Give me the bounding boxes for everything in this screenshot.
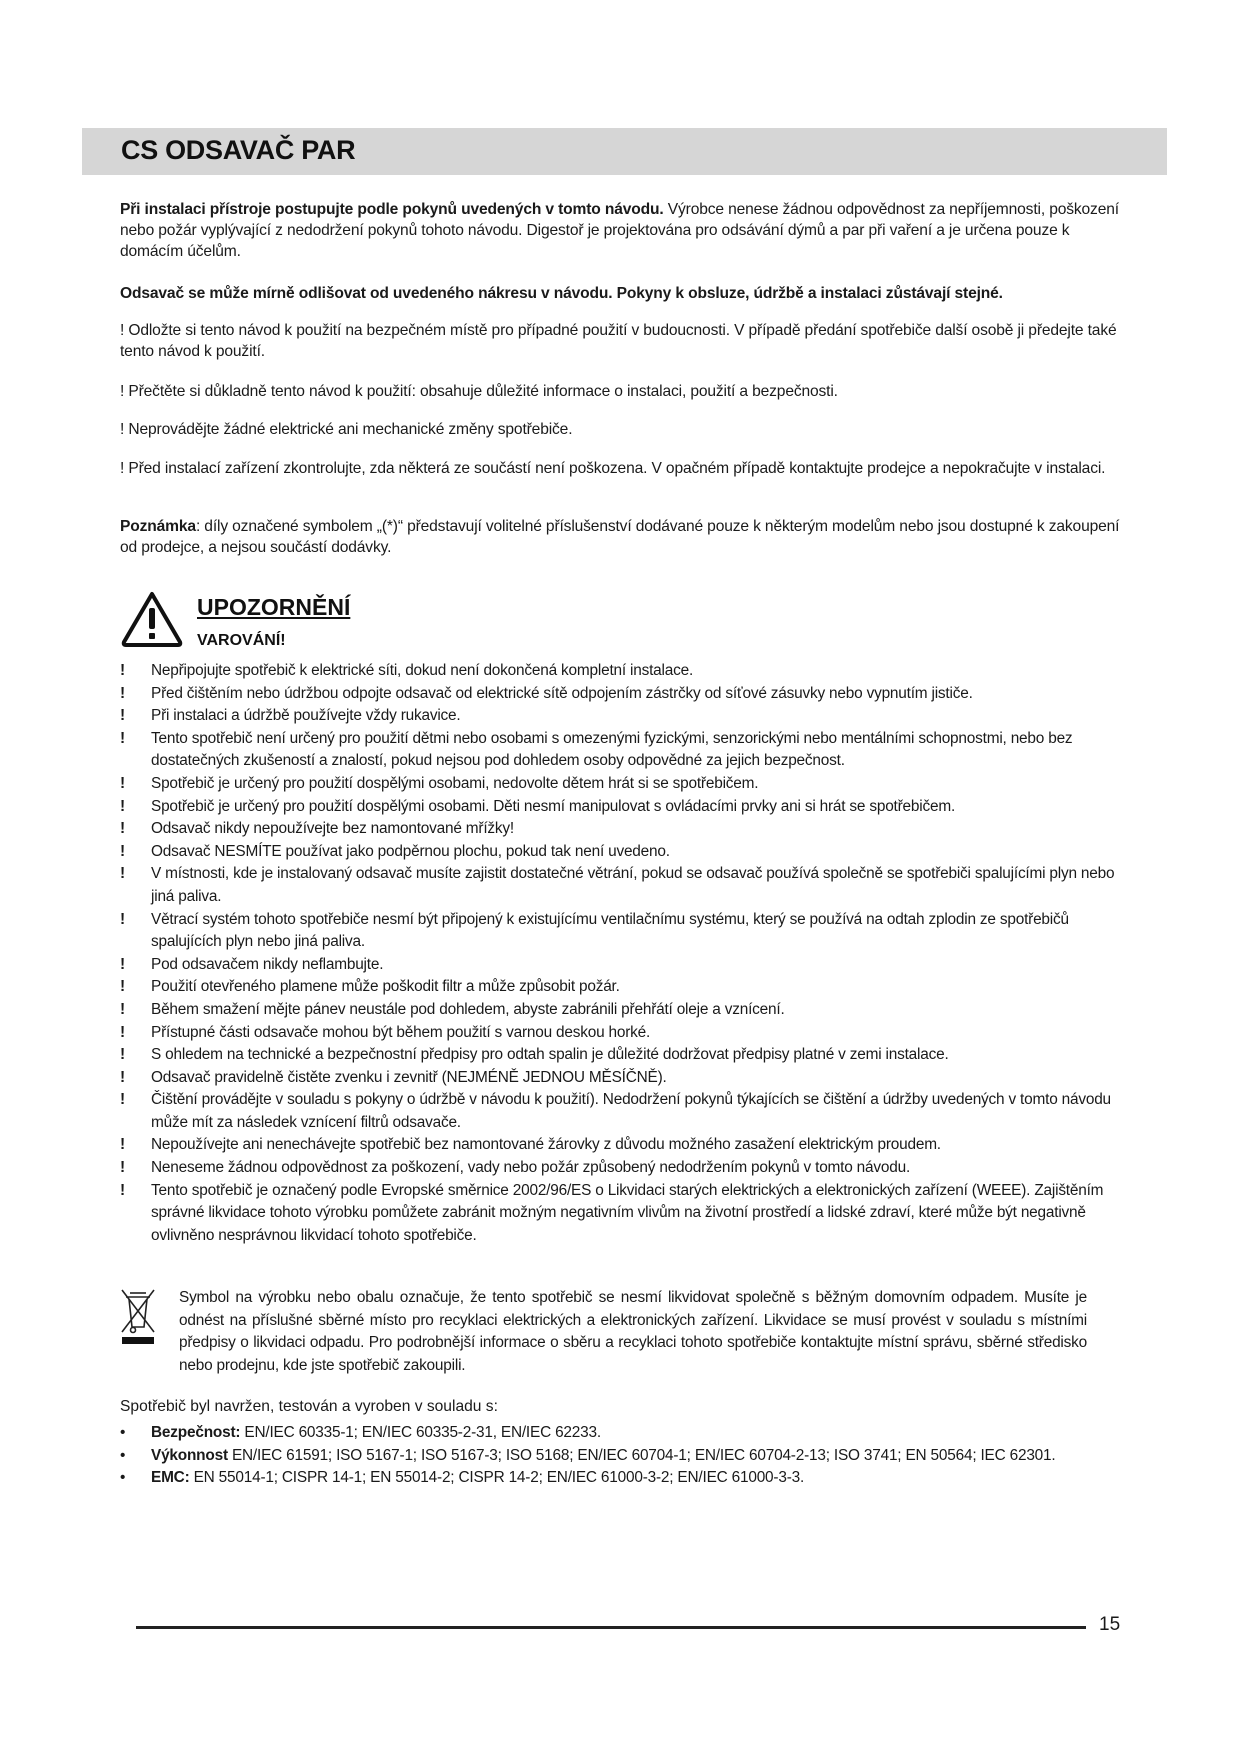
warning-item	[118, 683, 1128, 706]
exclamation-icon: !	[120, 729, 125, 747]
warning-subheading: VAROVÁNÍ!	[197, 632, 286, 649]
note-paragraph	[120, 516, 1120, 558]
exclamation-icon: !	[120, 1136, 125, 1154]
warning-item	[118, 705, 1128, 728]
exclamation-icon: !	[120, 662, 125, 679]
standards-text: EN/IEC 61591; ISO 5167-1; ISO 5167-3; ISO 5168; EN/IEC 60704-1; EN/IEC 60704-2-13; ISO 3741; EN 50564; IEC 62301.	[227, 1446, 1056, 1464]
warning-item-text: Během smažení mějte pánev neustále pod dohledem, abyste zabránili přehřátí oleje a vznícení.	[151, 1000, 785, 1018]
exclamation-icon: !	[120, 707, 125, 725]
warning-list	[118, 660, 1128, 1247]
warning-item-text: Větrací systém tohoto spotřebiče nesmí být připojený k existujícímu ventilačnímu systému, který se používá na odtah zplodin ze spotřebičů spalujících plyn nebo jiná paliva.	[151, 910, 1069, 951]
page-number: 15	[1099, 1614, 1121, 1635]
bullet-icon: •	[120, 1424, 126, 1441]
weee-disposal-text: Symbol na výrobku nebo obalu označuje, že tento spotřebič se nesmí likvidovat společně s běžným domovním odpadem. Musíte je odnést na příslušné sběrné místo pro recyklaci elektrických a elektronických zařízení. Likvidace se musí provést v souladu s místními předpisy o likvidaci odpadu. Pro podrobnější informace o sběru a recyklaci tohoto spotřebiče kontaktujte místní správu, sběrné středisko nebo prodejnu, kde jste spotřebič zakoupili.	[179, 1289, 1087, 1374]
standards-item	[118, 1422, 1118, 1445]
warning-item	[118, 773, 1128, 796]
exclamation-icon: !	[120, 1181, 125, 1199]
exclamation-icon: !	[120, 910, 125, 928]
warning-item-text: Před čištěním nebo údržbou odpojte odsavač od elektrické sítě odpojením zástrčky od síťové zásuvky nebo vypnutím jističe.	[151, 684, 973, 702]
crossed-bin-icon	[120, 1287, 156, 1349]
bullet-icon: •	[120, 1469, 126, 1487]
warning-item	[118, 1134, 1128, 1157]
exclamation-icon: !	[120, 842, 125, 860]
warning-item-text: Pod odsavačem nikdy neflambujte.	[151, 955, 384, 973]
warning-item-text: Spotřebič je určený pro použití dospělými osobami. Děti nesmí manipulovat s ovládacími prvky ani si hrát se spotřebičem.	[151, 797, 956, 815]
exclamation-icon: !	[120, 865, 125, 883]
warning-item	[118, 999, 1128, 1022]
warning-item-text: Použití otevřeného plamene může poškodit filtr a může způsobit požár.	[151, 978, 620, 996]
warning-item-text: Přístupné části odsavače mohou být během použití s varnou deskou horké.	[151, 1023, 651, 1041]
note-line-2: ! Přečtěte si důkladně tento návod k použití: obsahuje důležité informace o instalaci, použití a bezpečnosti.	[120, 383, 838, 400]
warning-item	[118, 660, 1128, 683]
note-line-1: ! Odložte si tento návod k použití na bezpečném místě pro případné použití v budoucnosti. V případě předání spotřebiče další osobě ji předejte také tento návod k použití.	[120, 322, 1117, 360]
intro-paragraph-2: Odsavač se může mírně odlišovat od uvedeného nákresu v návodu. Pokyny k obsluze, údržbě a instalaci zůstávají stejné.	[120, 285, 1003, 302]
exclamation-icon: !	[120, 1046, 125, 1064]
warning-item-text: Spotřebič je určený pro použití dospělými osobami, nedovolte dětem hrát si se spotřebičem.	[151, 774, 759, 792]
standards-list	[118, 1422, 1118, 1490]
note-line-3: ! Neprovádějte žádné elektrické ani mechanické změny spotřebiče.	[120, 421, 573, 438]
exclamation-icon: !	[120, 820, 125, 838]
warning-item	[118, 818, 1128, 841]
intro-bold-text: Při instalaci přístroje postupujte podle pokynů uvedených v tomto návodu.	[120, 201, 664, 218]
exclamation-icon: !	[120, 1091, 125, 1109]
note-label: Poznámka	[120, 518, 196, 535]
warning-item	[118, 1067, 1128, 1090]
exclamation-icon: !	[120, 797, 125, 815]
bullet-icon: •	[120, 1446, 126, 1464]
warning-item	[118, 976, 1128, 999]
warning-item	[118, 1157, 1128, 1180]
warning-item-text: S ohledem na technické a bezpečnostní předpisy pro odtah spalin je důležité dodržovat předpisy platné v zemi instalace.	[151, 1046, 949, 1064]
exclamation-icon: !	[120, 955, 125, 973]
exclamation-icon: !	[120, 684, 125, 702]
warning-item-text: Odsavač NESMÍTE používat jako podpěrnou plochu, pokud tak není uvedeno.	[151, 842, 670, 860]
warning-item-text: Odsavač nikdy nepoužívejte bez namontované mřížky!	[151, 820, 514, 838]
note-text: : díly označené symbolem „(*)“ představují volitelné příslušenství dodávané pouze k některým modelům nebo jsou dostupné k zakoupení od prodejce, a nejsou součástí dodávky.	[120, 518, 1120, 556]
warning-item	[118, 796, 1128, 819]
standards-item	[118, 1445, 1118, 1468]
standards-intro: Spotřebič byl navržen, testován a vyroben v souladu s:	[120, 1398, 498, 1415]
exclamation-icon: !	[120, 1068, 125, 1086]
warning-heading: UPOZORNĚNÍ	[197, 594, 351, 620]
warning-triangle-icon	[120, 590, 184, 648]
standards-item	[118, 1467, 1118, 1490]
warning-item	[118, 1180, 1128, 1248]
warning-item-text: Nepoužívejte ani nenechávejte spotřebič bez namontované žárovky z důvodu možného zasažení elektrickým proudem.	[151, 1136, 941, 1154]
exclamation-icon: !	[120, 978, 125, 996]
warning-item-text: Čištění provádějte v souladu s pokyny o údržbě v návodu k použití). Nedodržení pokynů týkajících se čištění a údržby uvedených v tomto návodu může mít za následek vznícení filtrů odsavače.	[151, 1091, 1111, 1131]
standards-label: EMC:	[151, 1469, 190, 1487]
intro-text: Výrobce nenese žádnou odpovědnost za nepříjemnosti, poškození nebo požár vyplývající z nedodržení pokynů tohoto návodu. Digestoř je projektována pro odsávání dýmů a par při vaření a je určena pouze k domácím účelům.	[120, 201, 1119, 260]
warning-item	[118, 954, 1128, 977]
page-title: CS ODSAVAČ PAR	[121, 135, 356, 165]
standards-text: EN 55014-1; CISPR 14-1; EN 55014-2; CISPR 14-2; EN/IEC 61000-3-2; EN/IEC 61000-3-3.	[189, 1469, 805, 1487]
warning-item	[118, 1044, 1128, 1067]
warning-item	[118, 909, 1128, 954]
warning-item-text: Neneseme žádnou odpovědnost za poškození, vady nebo požár způsobený nedodržením pokynů v tomto návodu.	[151, 1159, 911, 1177]
exclamation-icon: !	[120, 1023, 125, 1041]
warning-item	[118, 1089, 1128, 1134]
warning-item	[118, 841, 1128, 864]
warning-item-text: Tento spotřebič je označený podle Evropské směrnice 2002/96/ES o Likvidaci starých elektrických a elektronických zařízení (WEEE). Zajištěním správné likvidace tohoto výrobku pomůžete zabránit možným negativním vlivům na životní prostředí a lidské zdraví, které může být negativně ovlivněno nesprávnou likvidací tohoto spotřebiče.	[151, 1181, 1104, 1244]
exclamation-icon: !	[120, 774, 125, 792]
warning-item	[118, 1022, 1128, 1045]
warning-item-text: Tento spotřebič není určený pro použití dětmi nebo osobami s omezenými fyzickými, senzorickými nebo mentálními schopnostmi, nebo bez dostatečných zkušeností a znalostí, pokud nejsou pod dohledem osoby odpovědné za jejich bezpečnost.	[151, 729, 1073, 770]
standards-label: Výkonnost	[151, 1446, 228, 1464]
exclamation-icon: !	[120, 1159, 125, 1177]
warning-item	[118, 863, 1128, 908]
standards-label: Bezpečnost:	[151, 1424, 241, 1441]
warning-item-text: Nepřipojujte spotřebič k elektrické síti, dokud není dokončená kompletní instalace.	[151, 662, 694, 679]
standards-text: EN/IEC 60335-1; EN/IEC 60335-2-31, EN/IEC 62233.	[240, 1424, 601, 1441]
warning-item-text: Odsavač pravidelně čistěte zvenku i zevnitř (NEJMÉNĚ JEDNOU MĚSÍČNĚ).	[151, 1068, 667, 1086]
footer-rule	[136, 1626, 1086, 1629]
exclamation-icon: !	[120, 1000, 125, 1018]
warning-item	[118, 728, 1128, 773]
warning-item-text: V místnosti, kde je instalovaný odsavač musíte zajistit dostatečné větrání, pokud se odsavač používá společně se spotřebiči spalujícími plyn nebo jiná paliva.	[151, 865, 1115, 905]
intro-paragraph-1	[120, 199, 1120, 262]
warning-item-text: Při instalaci a údržbě používejte vždy rukavice.	[151, 707, 461, 725]
note-line-4: ! Před instalací zařízení zkontrolujte, zda některá ze součástí není poškozena. V opačném případě kontaktujte prodejce a nepokračujte v instalaci.	[120, 460, 1106, 477]
